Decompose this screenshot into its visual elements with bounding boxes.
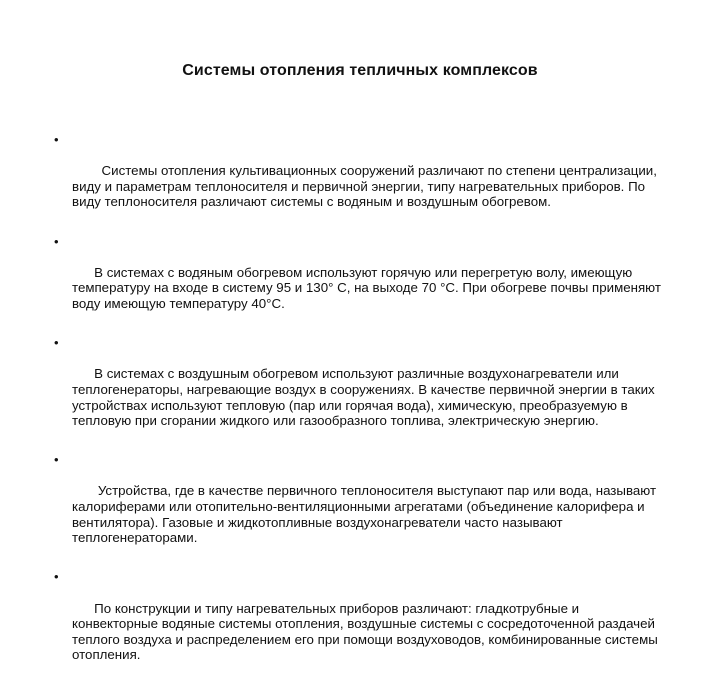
bullet-icon: •	[54, 132, 59, 147]
bullet-item-4	[54, 452, 666, 561]
bullet-text: Устройства, где в качестве первичного теплоносителя выступают пар или вода, называют калориферами или отопительно-вентиляционными агрегатами (объединение калорифера и вентилятора). Газовые и жидкотопливные воздухонагреватели часто называют теплогенераторами.	[72, 483, 660, 546]
bullet-text: В системах с воздушным обогревом используют различные воздухонагреватели или теплогенераторы, нагревающие воздух в сооружениях. В качестве первичной энергии в таких устройствах используют тепловую (пар или горячая вода), химическую, преобразуемую в тепловую при сгорании жидкого или газообразного топлива, электрическую энергию.	[72, 366, 659, 429]
bullet-item-5	[54, 569, 666, 678]
bullet-icon: •	[54, 569, 59, 585]
bullet-list	[54, 132, 666, 687]
bullet-text: Системы отопления культивационных сооружений различают по степени централизации, виду и параметрам теплоносителя и первичной энергии, типу нагревательных приборов. По виду теплоносителя различают системы с водяным и воздушным обогревом.	[72, 163, 661, 210]
slide-title: Системы отопления тепличных комплексов	[182, 62, 538, 79]
bullet-text: По конструкции и типу нагревательных приборов различают: гладкотрубные и конвекторные водяные системы отопления, воздушные системы с сосредоточенной раздачей теплого воздуха и распределением его при помощи воздуховодов, комбинированные системы отопления.	[72, 600, 662, 663]
bullet-item-1	[54, 132, 666, 226]
bullet-icon: •	[54, 233, 59, 249]
bullet-icon: •	[54, 335, 59, 351]
bullet-text: В системах с водяным обогревом используют горячую или перегретую волу, имеющую температуру на входе в систему 95 и 130° С, на выходе 70 °С. При обогреве почвы применяют воду имеющую температуру 40°С.	[72, 264, 665, 311]
bullet-item-2	[54, 234, 666, 328]
bullet-icon: •	[54, 452, 59, 468]
bullet-item-3	[54, 335, 666, 444]
